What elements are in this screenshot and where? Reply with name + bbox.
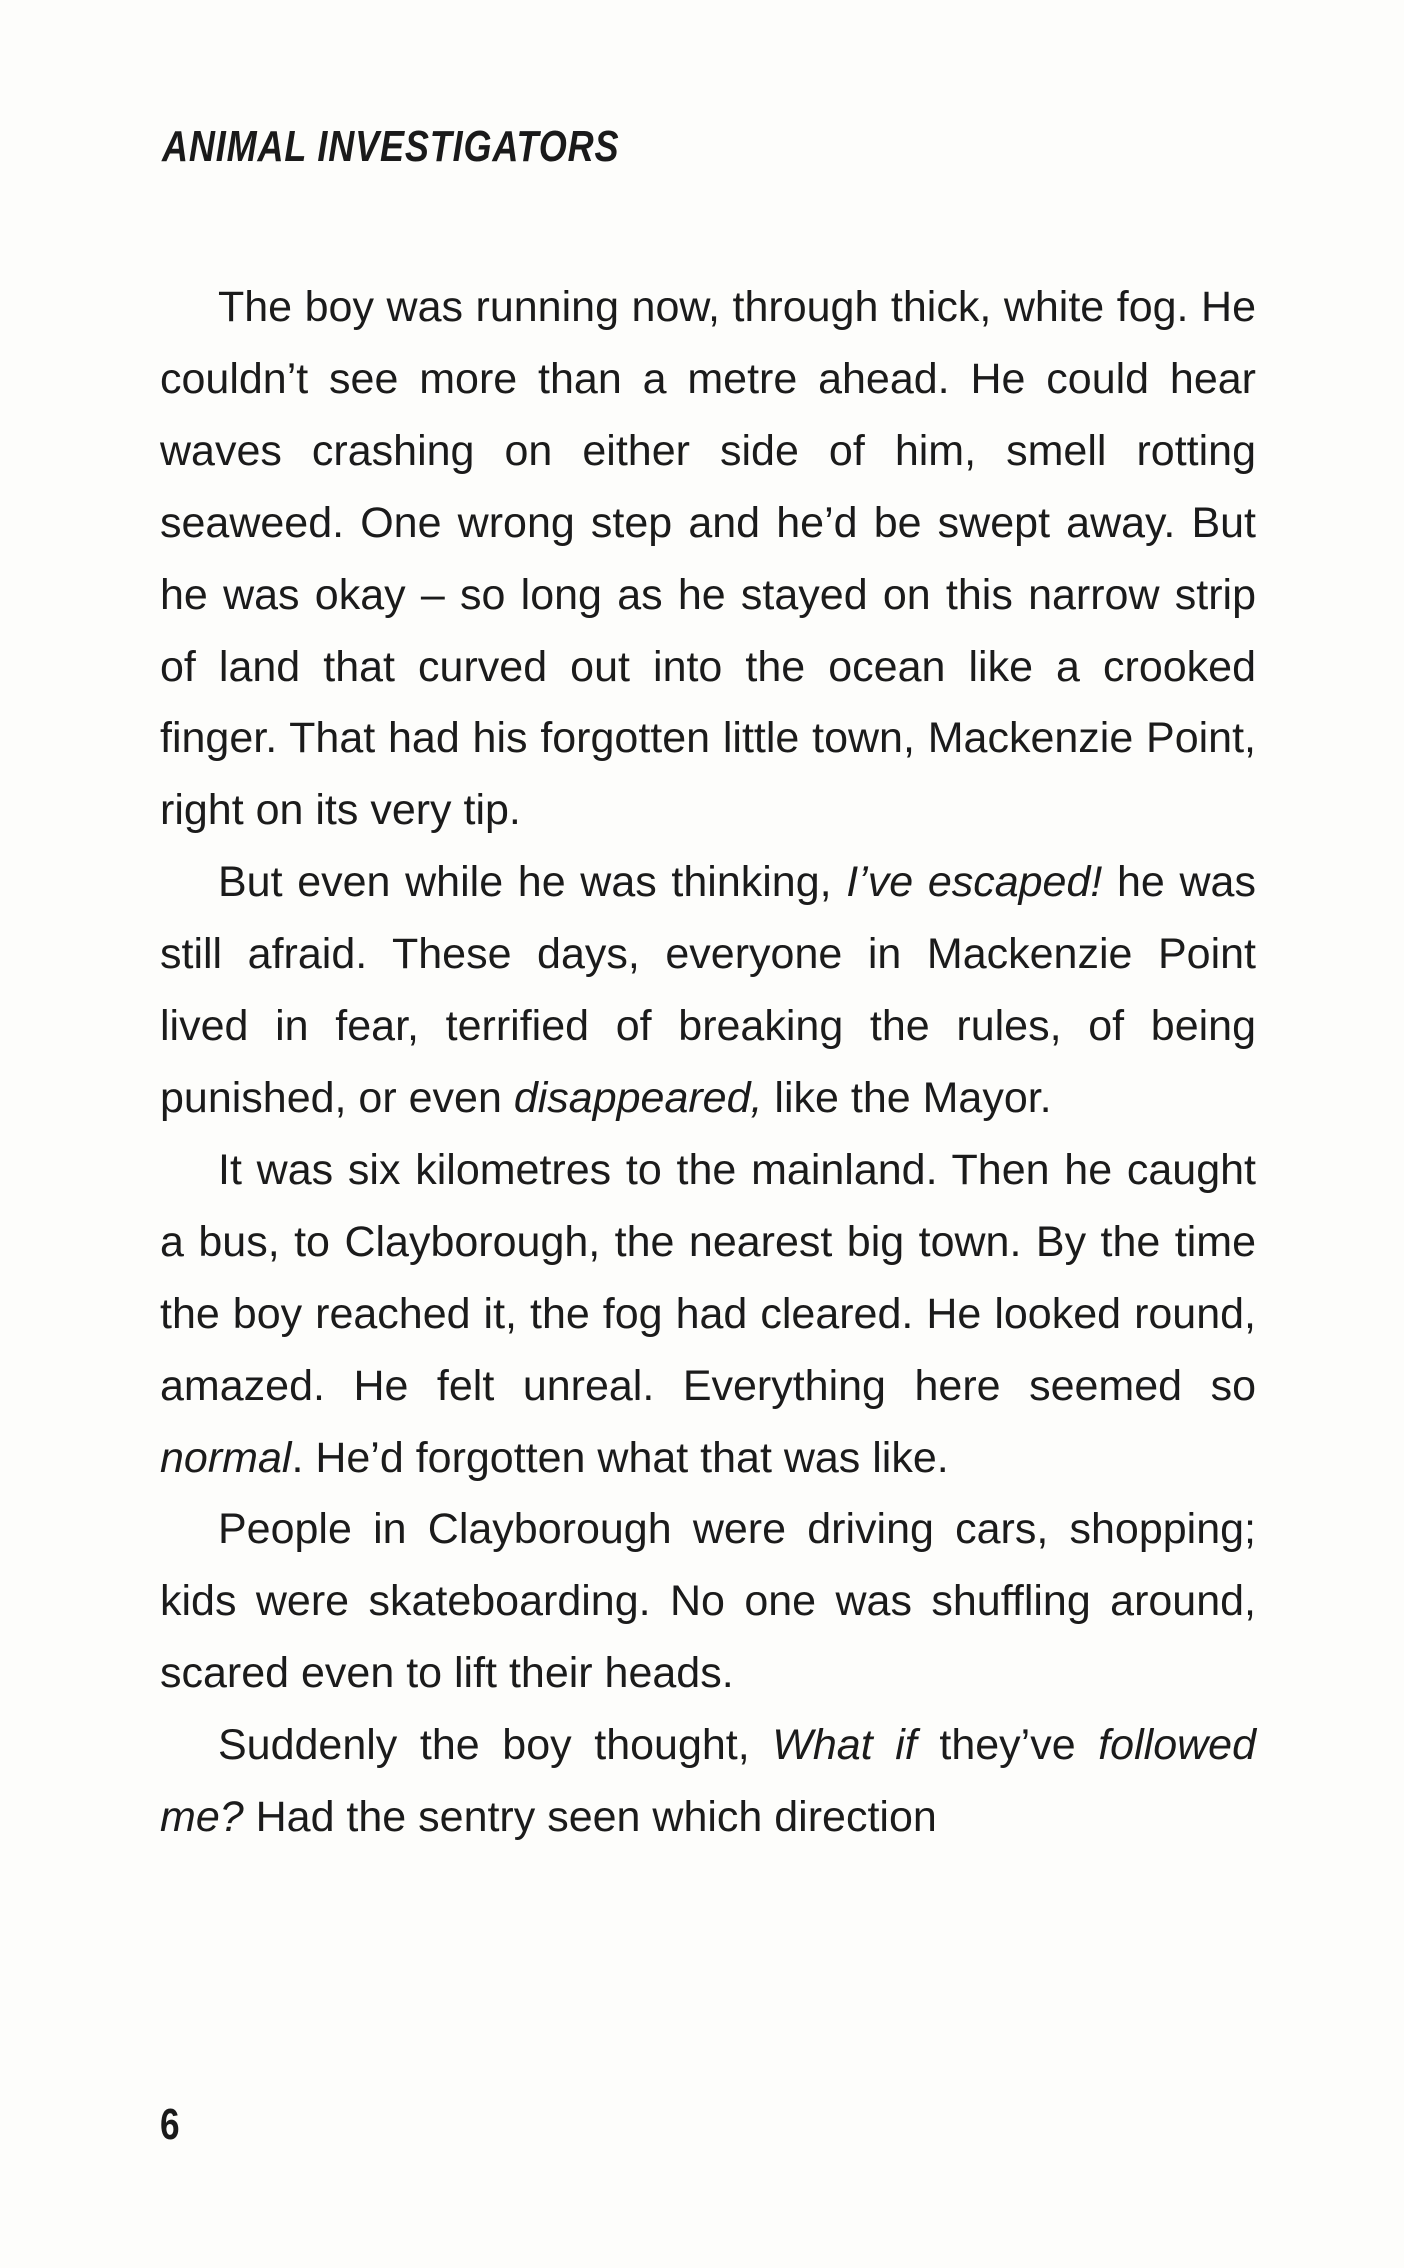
text-segment: Had the sentry seen which direction (243, 1793, 937, 1842)
page-number: 6 (160, 2100, 180, 2149)
text-segment: they’ve (916, 1721, 1099, 1770)
paragraph (160, 847, 1256, 1135)
text-segment: But even while he was thinking, (218, 858, 847, 907)
text-segment: like the Mayor. (762, 1073, 1052, 1122)
italic-text-segment: followed me? (160, 1721, 1256, 1842)
italic-text-segment: normal (160, 1433, 292, 1482)
italic-text-segment: disappeared, (513, 1073, 763, 1122)
text-segment: The boy was running now, through thick, white fog. He couldn’t see more than a metre ahead. He could hear waves crashing on either side of him, smell rotting seaweed. One wrong step and he’d be swept away. But he was okay – so long as he stayed on this narrow strip of land that curved out into the ocean like a crooked finger. That had his forgotten little town, Mackenzie Point, right on its very tip. (160, 283, 1256, 835)
paragraph (160, 1710, 1256, 1854)
text-segment: he was still afraid. These days, everyone in Mackenzie Point lived in fear, terrified of breaking the rules, of being punished, or even (160, 858, 1256, 1122)
running-head: ANIMAL INVESTIGATORS (162, 122, 620, 171)
italic-text-segment: I’ve escaped! (846, 858, 1103, 907)
paragraph (160, 1494, 1256, 1710)
italic-text-segment: What if (772, 1721, 917, 1770)
body-text (160, 272, 1256, 1854)
text-segment: Suddenly the boy thought, (218, 1721, 773, 1770)
paragraph (160, 1135, 1256, 1495)
text-segment: People in Clayborough were driving cars, shopping; kids were skateboarding. No one was shuffling around, scared even to lift their heads. (160, 1505, 1256, 1698)
text-segment: . He’d forgotten what that was like. (291, 1433, 949, 1482)
paragraph (160, 272, 1256, 847)
text-segment: It was six kilometres to the mainland. Then he caught a bus, to Clayborough, the nearest big town. By the time the boy reached it, the fog had cleared. He looked round, amazed. He felt unreal. Everything here seemed so (160, 1145, 1256, 1410)
